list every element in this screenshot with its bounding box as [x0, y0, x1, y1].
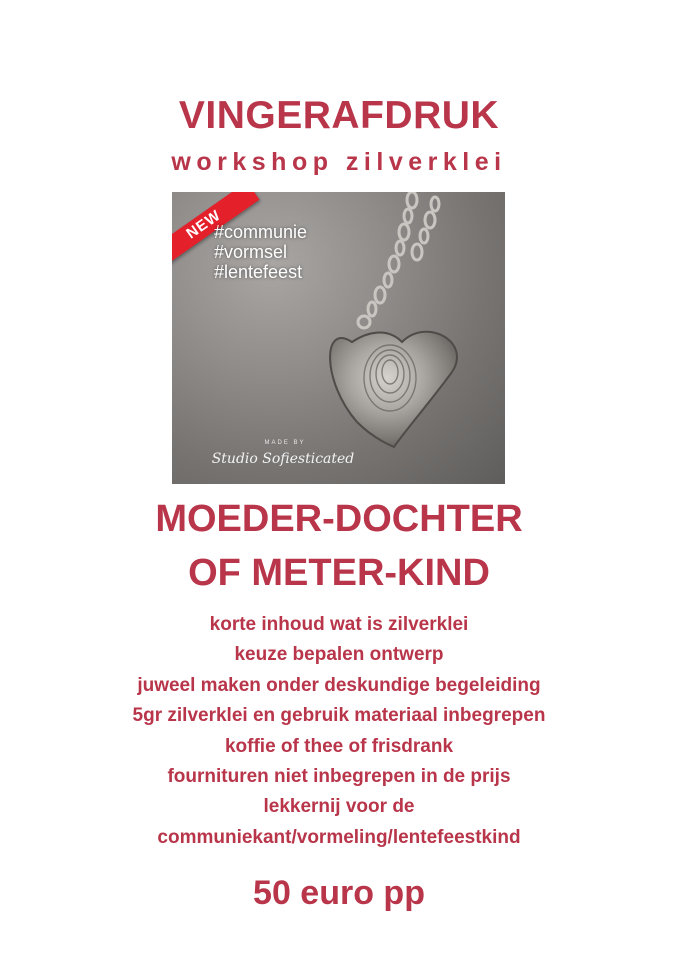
- hashtag: #vormsel: [214, 242, 288, 262]
- heading-mother-daughter: MOEDER-DOCHTER: [155, 498, 523, 540]
- detail-line: 5gr zilverklei en gebruik materiaal inbegrepen: [132, 705, 546, 727]
- price: 50 euro pp: [253, 874, 425, 912]
- page-subtitle: workshop zilverklei: [171, 148, 507, 176]
- detail-line: juweel maken onder deskundige begeleiding: [137, 674, 541, 696]
- detail-line: communiekant/vormeling/lentefeestkind: [157, 826, 521, 848]
- heading-godmother-child: OF METER-KIND: [188, 552, 490, 594]
- detail-line: koffie of thee of frisdrank: [224, 735, 454, 757]
- detail-line: fournituren niet inbegrepen in de prijs: [167, 766, 511, 788]
- hashtag: #communie: [214, 222, 308, 242]
- detail-line: korte inhoud wat is zilverklei: [209, 614, 469, 635]
- detail-line: lekkernij voor de: [263, 796, 415, 818]
- detail-line: keuze bepalen ontwerp: [234, 644, 444, 666]
- made-by-label: MADE BY: [264, 440, 306, 446]
- studio-signature: Studio Sofiesticated: [211, 451, 355, 467]
- page-title: VINGERAFDRUK: [178, 94, 500, 137]
- hashtag-list: [214, 222, 307, 282]
- hashtag: #lentefeest: [214, 262, 303, 282]
- new-badge: NEW: [172, 192, 259, 268]
- workshop-details: [0, 610, 678, 853]
- pendant-photo: [172, 192, 505, 484]
